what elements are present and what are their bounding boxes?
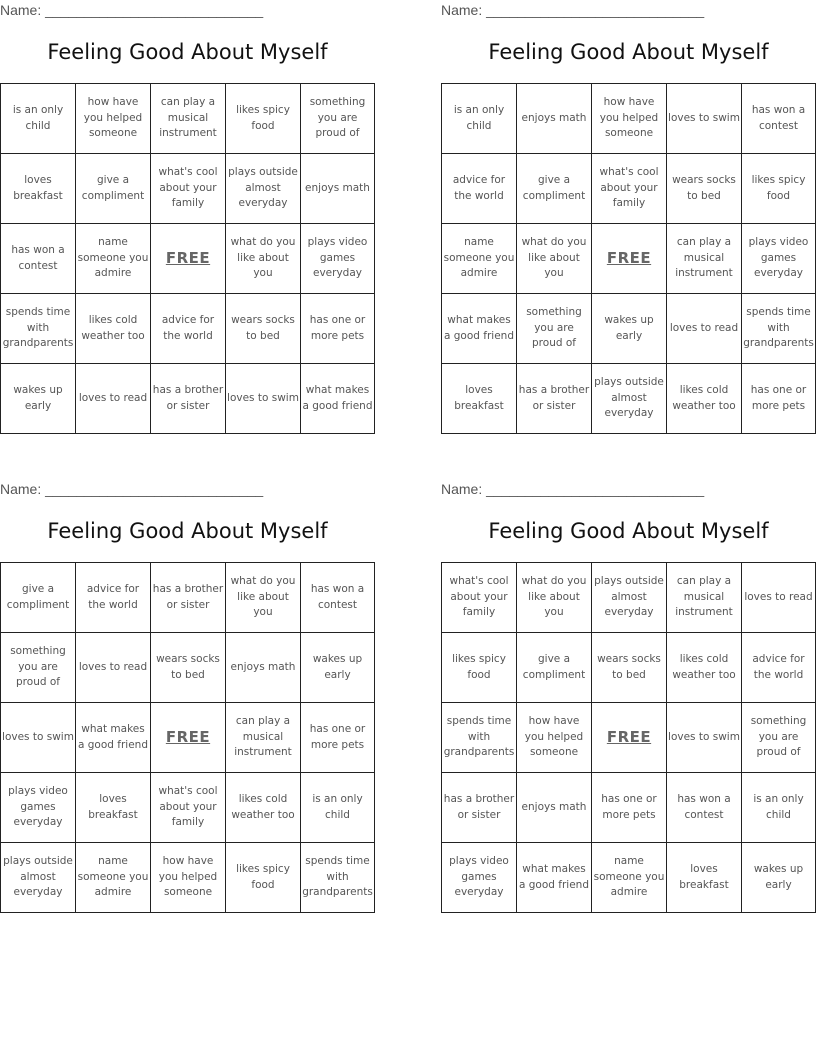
bingo-cell: is an only child [442,84,517,154]
bingo-cell: advice for the world [742,633,816,703]
bingo-cell: has won a contest [667,773,742,843]
bingo-grid [441,562,816,913]
bingo-cell: likes cold weather too [226,773,301,843]
bingo-cell: can play a musical instrument [667,563,742,633]
bingo-cell: has won a contest [1,224,76,294]
bingo-cell: has a brother or sister [517,364,592,434]
bingo-cell: likes cold weather too [76,294,151,364]
bingo-cell: can play a musical instrument [667,224,742,294]
bingo-cell: can play a musical instrument [151,84,226,154]
bingo-cell: spends time with grandparents [1,294,76,364]
free-space: FREE [151,703,226,773]
free-space: FREE [592,703,667,773]
free-space: FREE [592,224,667,294]
bingo-cell: enjoys math [301,154,375,224]
bingo-cell: give a compliment [76,154,151,224]
bingo-cell: plays video games everyday [1,773,76,843]
bingo-cell: likes spicy food [226,84,301,154]
bingo-cell: spends time with grandparents [742,294,816,364]
bingo-cell: how have you helped someone [517,703,592,773]
bingo-cell: has won a contest [301,563,375,633]
bingo-cell: something you are proud of [517,294,592,364]
bingo-cell: what's cool about your family [442,563,517,633]
bingo-cell: what makes a good friend [517,843,592,913]
bingo-cell: wears socks to bed [151,633,226,703]
bingo-cell: spends time with grandparents [301,843,375,913]
bingo-cell: plays outside almost everyday [592,364,667,434]
bingo-cell: name someone you admire [76,843,151,913]
bingo-cell: wakes up early [592,294,667,364]
bingo-cell: give a compliment [517,633,592,703]
bingo-cell: wears socks to bed [592,633,667,703]
bingo-cell: loves to swim [226,364,301,434]
bingo-cell: advice for the world [151,294,226,364]
bingo-cell: wakes up early [301,633,375,703]
bingo-cell: advice for the world [442,154,517,224]
name-field: Name: ____________________________ [0,481,264,497]
bingo-cell: loves to read [742,563,816,633]
bingo-cell: enjoys math [517,773,592,843]
bingo-cell: how have you helped someone [151,843,226,913]
bingo-cell: loves to swim [667,84,742,154]
bingo-cell: is an only child [301,773,375,843]
bingo-cell: likes spicy food [742,154,816,224]
bingo-cell: name someone you admire [592,843,667,913]
bingo-cell: what do you like about you [226,563,301,633]
bingo-cell: something you are proud of [1,633,76,703]
bingo-cell: likes spicy food [226,843,301,913]
bingo-cell: what's cool about your family [151,154,226,224]
bingo-cell: plays outside almost everyday [226,154,301,224]
bingo-cell: plays video games everyday [301,224,375,294]
bingo-cell: loves to read [76,633,151,703]
card-title: Feeling Good About Myself [47,519,328,543]
bingo-cell: has a brother or sister [442,773,517,843]
bingo-cell: wears socks to bed [667,154,742,224]
bingo-cell: can play a musical instrument [226,703,301,773]
bingo-grid [441,83,816,434]
bingo-cell: loves to read [667,294,742,364]
bingo-cell: something you are proud of [301,84,375,154]
card-title: Feeling Good About Myself [488,40,769,64]
bingo-cell: what's cool about your family [592,154,667,224]
bingo-cell: plays video games everyday [442,843,517,913]
bingo-cell: has one or more pets [301,703,375,773]
free-space: FREE [151,224,226,294]
bingo-grid [0,562,375,913]
bingo-cell: has a brother or sister [151,364,226,434]
bingo-cell: has won a contest [742,84,816,154]
bingo-cell: is an only child [742,773,816,843]
bingo-cell: give a compliment [1,563,76,633]
bingo-cell: how have you helped someone [76,84,151,154]
bingo-cell: something you are proud of [742,703,816,773]
bingo-cell: name someone you admire [76,224,151,294]
bingo-grid [0,83,375,434]
bingo-cell: loves to swim [667,703,742,773]
bingo-cell: loves to swim [1,703,76,773]
name-field: Name: ____________________________ [0,2,264,18]
bingo-cell: give a compliment [517,154,592,224]
bingo-cell: loves breakfast [1,154,76,224]
card-title: Feeling Good About Myself [488,519,769,543]
bingo-cell: loves breakfast [442,364,517,434]
bingo-cell: what makes a good friend [301,364,375,434]
bingo-cell: what do you like about you [517,224,592,294]
bingo-cell: likes spicy food [442,633,517,703]
bingo-cell: wakes up early [1,364,76,434]
bingo-cell: has one or more pets [742,364,816,434]
bingo-cell: has a brother or sister [151,563,226,633]
bingo-cell: enjoys math [226,633,301,703]
bingo-cell: what makes a good friend [442,294,517,364]
bingo-cell: likes cold weather too [667,364,742,434]
bingo-cell: has one or more pets [592,773,667,843]
bingo-cell: has one or more pets [301,294,375,364]
bingo-cell: loves to read [76,364,151,434]
bingo-cell: loves breakfast [76,773,151,843]
bingo-cell: how have you helped someone [592,84,667,154]
bingo-cell: enjoys math [517,84,592,154]
name-field: Name: ____________________________ [441,2,705,18]
bingo-cell: likes cold weather too [667,633,742,703]
bingo-cell: wears socks to bed [226,294,301,364]
bingo-cell: what do you like about you [517,563,592,633]
name-field: Name: ____________________________ [441,481,705,497]
bingo-cell: name someone you admire [442,224,517,294]
bingo-cell: spends time with grandparents [442,703,517,773]
bingo-cell: plays outside almost everyday [1,843,76,913]
bingo-cell: wakes up early [742,843,816,913]
bingo-cell: is an only child [1,84,76,154]
bingo-cell: what do you like about you [226,224,301,294]
bingo-cell: loves breakfast [667,843,742,913]
bingo-cell: plays outside almost everyday [592,563,667,633]
bingo-cell: what makes a good friend [76,703,151,773]
card-title: Feeling Good About Myself [47,40,328,64]
bingo-cell: what's cool about your family [151,773,226,843]
bingo-cell: plays video games everyday [742,224,816,294]
bingo-cell: advice for the world [76,563,151,633]
